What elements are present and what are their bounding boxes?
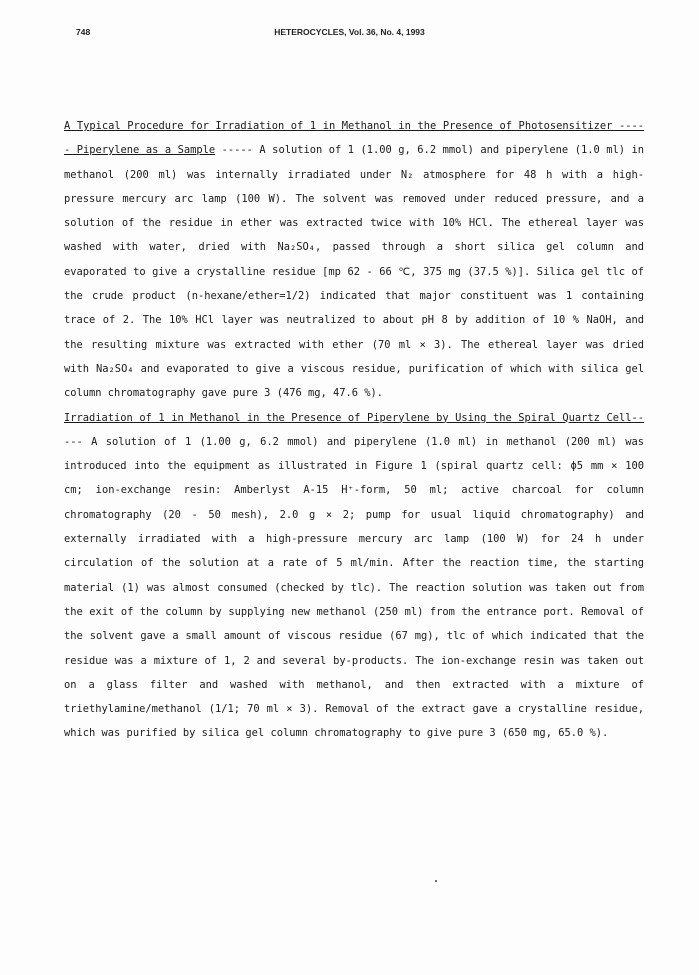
stray-dot [435, 880, 437, 882]
text-line: externally irradiated with a high-pressure mercury arc lamp (100 W) for 24 h under [64, 533, 644, 546]
text-line: introduced into the equipment as illustrated in Figure 1 (spiral quartz cell: ϕ5 mm × 100 [64, 460, 644, 473]
text-line: cm; ion-exchange resin: Amberlyst A-15 H⁺-form, 50 ml; active charcoal for column [64, 484, 644, 497]
text-line: material (1) was almost consumed (checked by tlc). The reaction solution was taken out from [64, 581, 644, 594]
text-line: trace of 2. The 10% HCl layer was neutralized to about pH 8 by addition of 10 % NaOH, and [64, 314, 644, 327]
text-line: evaporated to give a crystalline residue [mp 62 - 66 ℃, 375 mg (37.5 %)]. Silica gel tlc of [64, 265, 644, 278]
text-line: chromatography (20 - 50 mesh), 2.0 g × 2; pump for usual liquid chromatography) and [64, 508, 644, 521]
text-line: the solvent gave a small amount of viscous residue (67 mg), tlc of which indicated that the [64, 630, 644, 643]
text-line: which was purified by silica gel column chromatography to give pure 3 (650 mg, 65.0 %). [64, 727, 609, 740]
page-number: 748 [76, 27, 91, 37]
text-line: with Na₂SO₄ and evaporated to give a viscous residue, purification of which with silica gel [64, 362, 644, 375]
body-text [64, 114, 644, 746]
text-line [64, 138, 644, 162]
text-line: the crude product (n-hexane/ether=1/2) indicated that major constituent was 1 containing [64, 290, 644, 303]
text-line: the resulting mixture was extracted with ether (70 ml × 3). The ethereal layer was dried [64, 338, 644, 351]
text-line: solution of the residue in ether was extracted twice with 10% HCl. The ethereal layer was [64, 217, 644, 230]
text-line: circulation of the solution at a rate of 5 ml/min. After the reaction time, the starting [64, 557, 644, 570]
page-header [0, 27, 699, 43]
text-line: residue was a mixture of 1, 2 and several by-products. The ion-exchange resin was taken out [64, 654, 644, 667]
procedure-heading-1b: - Piperylene as a Sample [64, 144, 216, 157]
text-line: the exit of the column by supplying new methanol (250 ml) from the entrance port. Removal of [64, 605, 644, 618]
journal-citation: HETEROCYCLES, Vol. 36, No. 4, 1993 [274, 27, 425, 37]
text-line: pressure mercury arc lamp (100 W). The solvent was removed under reduced pressure, and a [64, 192, 644, 205]
text-line: triethylamine/methanol (1/1; 70 ml × 3). Removal of the extract gave a crystalline residue, [64, 703, 644, 716]
text-line: methanol (200 ml) was internally irradiated under N₂ atmosphere for 48 h with a high- [64, 168, 644, 181]
text-line: column chromatography gave pure 3 (476 mg, 47.6 %). [64, 387, 384, 400]
text-line-content: ----- A solution of 1 (1.00 g, 6.2 mmol) and piperylene (1.0 ml) in [215, 144, 645, 157]
text-line: on a glass filter and washed with methanol, and then extracted with a mixture of [64, 678, 644, 691]
text-line: --- A solution of 1 (1.00 g, 6.2 mmol) and piperylene (1.0 ml) in methanol (200 ml) was [64, 435, 644, 448]
procedure-heading-2: Irradiation of 1 in Methanol in the Presence of Piperylene by Using the Spiral Quartz Cell-- [64, 411, 644, 424]
procedure-heading-1a: A Typical Procedure for Irradiation of 1 in Methanol in the Presence of Photosensitizer ---- [64, 120, 644, 132]
text-line: washed with water, dried with Na₂SO₄, passed through a short silica gel column and [64, 241, 644, 254]
